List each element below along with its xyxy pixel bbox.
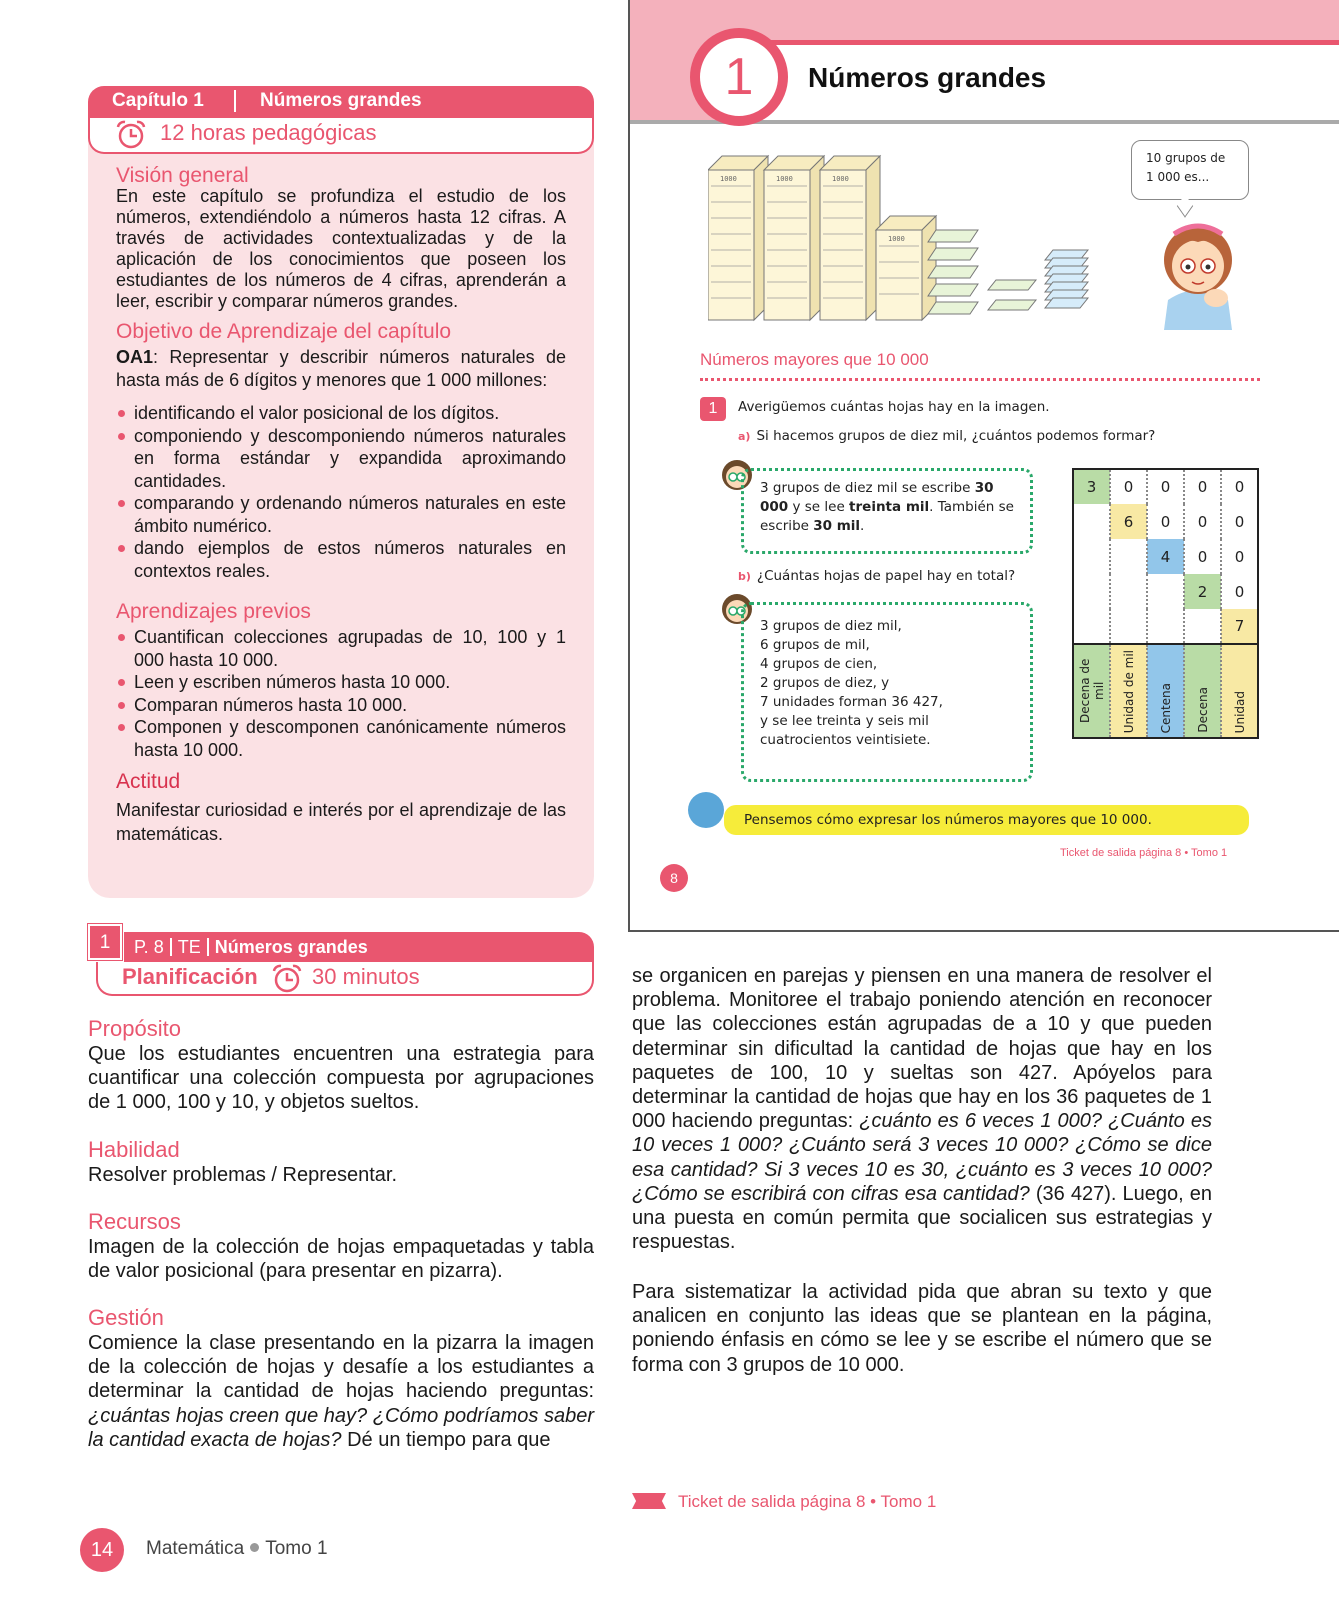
table-cell <box>1073 504 1110 539</box>
systematize-text: Para sistematizar la actividad pida que abran su texto y que analicen en conjunto las ideas que se plantean en la página, poniendo énfasis en cómo se lee y se escribe el número que se forma con 3 grupos de 10 000. <box>632 1281 1212 1376</box>
objective-description: : Representar y describir números naturales de hasta más de 6 dígitos y menores que 1 000 millones: <box>116 347 566 390</box>
planning-number: 1 <box>88 924 122 960</box>
table-cell <box>1110 609 1147 644</box>
answer-a-text: . También se escribe <box>760 499 1014 534</box>
page-title: Números grandes <box>808 62 1047 93</box>
answer-b-line: 6 grupos de mil, <box>760 637 870 653</box>
section-title: Números mayores que 10 000 <box>700 350 929 369</box>
header-divider <box>207 938 209 956</box>
student-page <box>630 0 1339 930</box>
girl-character-illustration <box>1148 210 1248 330</box>
table-cell <box>1110 574 1147 609</box>
answer-a-text: . <box>860 518 865 534</box>
footer-separator <box>250 1543 259 1552</box>
resources-text: Imagen de la colección de hojas empaquetadas y tabla de valor posicional (para presentar en pizarra). <box>88 1236 594 1283</box>
chapter-label: Capítulo 1 <box>112 90 204 111</box>
table-cell <box>1147 609 1184 644</box>
answer-b-line: 2 grupos de diez, y <box>760 675 890 691</box>
table-cell: 0 <box>1147 469 1184 504</box>
purpose-text: Que los estudiantes encuentren una estrategia para cuantificar una colección compuesta por agrupaciones de 1 000, 100 y 10, y objetos sueltos. <box>88 1043 594 1114</box>
purpose-heading: Propósito <box>88 1016 181 1041</box>
table-row <box>1073 609 1258 644</box>
speech-bubble: 10 grupos de 1 000 es... <box>1131 140 1249 200</box>
hours-bar <box>88 118 594 154</box>
alarm-clock-icon <box>114 120 148 150</box>
table-cell <box>1073 539 1110 574</box>
bundle-label: 1000 <box>720 175 737 183</box>
table-cell: 0 <box>1184 469 1221 504</box>
chapter-header <box>88 86 594 118</box>
sub-question-letter: a) <box>738 430 751 443</box>
planning-title: Números grandes <box>214 937 368 957</box>
planning-label: Planificación <box>122 964 258 989</box>
footer-page-number: 14 <box>80 1528 124 1572</box>
list-item: Cuantifican colecciones agrupadas de 10, 100 y 1 000 hasta 10 000. <box>116 626 566 671</box>
table-cell <box>1110 539 1147 574</box>
answer-b-line: cuatrocientos veintisiete. <box>760 732 931 748</box>
objective-list <box>116 402 566 582</box>
objective-heading: Objetivo de Aprendizaje del capítulo <box>116 320 452 343</box>
management-text <box>88 1331 594 1452</box>
table-cell: 0 <box>1221 574 1258 609</box>
table-cell: 7 <box>1221 609 1258 644</box>
chapter-number-badge: 1 <box>690 28 788 126</box>
column-label <box>1221 644 1258 738</box>
objective-code: OA1 <box>116 347 154 367</box>
management-continued <box>632 964 1212 1254</box>
table-row <box>1073 574 1258 609</box>
column-label <box>1073 644 1110 738</box>
sub-question-b <box>738 568 1015 584</box>
ticket-reference <box>632 1492 936 1512</box>
table-cell <box>1073 574 1110 609</box>
previous-heading: Aprendizajes previos <box>116 600 311 623</box>
student-page-number: 8 <box>660 864 688 892</box>
table-cell: 0 <box>1147 504 1184 539</box>
attitude-text: Manifestar curiosidad e interés por el aprendizaje de las matemáticas. <box>116 800 566 844</box>
attitude-heading: Actitud <box>116 770 181 793</box>
table-cell <box>1073 609 1110 644</box>
column-label-text: Decena <box>1195 687 1210 733</box>
answer-b-line: 3 grupos de diez mil, <box>760 618 902 634</box>
sub-question-text: ¿Cuántas hojas de papel hay en total? <box>756 568 1016 584</box>
table-cell: 0 <box>1221 469 1258 504</box>
sub-question-a <box>738 428 1155 444</box>
paper-bundles-illustration <box>708 150 1098 330</box>
list-item: Componen y descomponen canónicamente números hasta 10 000. <box>116 716 566 761</box>
alarm-clock-icon <box>270 964 304 994</box>
vision-heading: Visión general <box>116 164 249 187</box>
previous-list <box>116 626 566 761</box>
list-item: identificando el valor posicional de los dígitos. <box>116 402 566 425</box>
planning-header <box>124 932 594 962</box>
section-divider <box>700 378 1260 381</box>
skill-text: Resolver problemas / Representar. <box>88 1164 398 1186</box>
te-label: TE <box>177 937 201 957</box>
table-cell: 6 <box>1110 504 1147 539</box>
table-cell <box>1184 609 1221 644</box>
column-label-text: Centena <box>1158 682 1173 733</box>
bundle-label: 1000 <box>888 235 905 243</box>
sub-question-text: Si hacemos grupos de diez mil, ¿cuántos podemos formar? <box>756 428 1156 444</box>
answer-a-text: y se lee <box>788 499 850 515</box>
table-cell: 0 <box>1184 539 1221 574</box>
list-item: dando ejemplos de estos números naturales en contextos reales. <box>116 537 566 582</box>
management-questions: ¿cuánto es 6 veces 1 000? ¿Cuánto es 10 veces 1 000? ¿Cuánto será 3 veces 10 000? ¿Cómo se dice esa cantidad? Si 3 veces 10 es 30, ¿cuánto es 3 veces 10 000? ¿Cómo se escribirá con cifras esa cantidad? <box>632 1110 1212 1205</box>
table-cell: 4 <box>1147 539 1184 574</box>
footer-text <box>146 1538 328 1560</box>
table-cell: 0 <box>1221 539 1258 574</box>
page-ref: P. 8 <box>134 937 164 957</box>
answer-a-text: 3 grupos de diez mil se escribe <box>760 480 975 496</box>
list-item: Leen y escriben números hasta 10 000. <box>116 671 566 694</box>
answer-b-line: 4 grupos de cien, <box>760 656 878 672</box>
table-row <box>1073 539 1258 574</box>
chapter-hours: 12 horas pedagógicas <box>160 120 377 145</box>
answer-box-b <box>741 602 1033 782</box>
management-text-part: Comience la clase presentando en la pizarra la imagen de la colección de hojas y desafíe a los estudiantes a determinar la cantidad de hojas haciendo preguntas: <box>88 1332 594 1403</box>
resources-heading: Recursos <box>88 1209 181 1234</box>
table-cell: 0 <box>1110 469 1147 504</box>
table-cell: 0 <box>1221 504 1258 539</box>
ticket-icon <box>632 1493 666 1509</box>
place-value-table <box>1072 468 1259 739</box>
answer-b-line: y se lee treinta y seis mil <box>760 713 929 729</box>
column-label <box>1147 644 1184 738</box>
column-label-text: Unidad de mil <box>1121 649 1136 733</box>
vision-text: En este capítulo se profundiza el estudio de los números, extendiéndolo a números hasta 12 cifras. A través de actividades contextualizadas y de la aplicación de los conocimientos que poseen los estudiantes de los números de 4 cifras, aprenderán a leer, escribir y comparar números grandes. <box>116 186 566 311</box>
bundle-label: 1000 <box>776 175 793 183</box>
ticket-text: Ticket de salida página 8 • Tomo 1 <box>678 1492 937 1511</box>
table-cell: 0 <box>1184 504 1221 539</box>
sub-question-letter: b) <box>738 570 751 583</box>
management-questions: ¿cuántas hojas creen que hay? ¿Cómo podríamos saber la cantidad exacta de hojas? <box>88 1404 594 1451</box>
table-cell: 3 <box>1073 469 1110 504</box>
table-row <box>1073 504 1258 539</box>
answer-box-a <box>741 468 1033 554</box>
planning-time: 30 minutos <box>312 964 420 989</box>
question-number: 1 <box>700 397 726 421</box>
list-item: Comparan números hasta 10 000. <box>116 694 566 717</box>
column-label <box>1110 644 1147 738</box>
management-text-part: (36 427). Luego, en una puesta en común permita que socialicen sus estrategias y respuestas. <box>632 1182 1212 1254</box>
bundle-label: 1000 <box>832 175 849 183</box>
answer-a-short: 30 mil <box>813 518 861 534</box>
management-heading: Gestión <box>88 1305 164 1330</box>
planning-bar <box>96 962 594 996</box>
table-cell: 2 <box>1184 574 1221 609</box>
answer-b-line: 7 unidades forman 36 427, <box>760 694 943 710</box>
management-text-part: se organicen en parejas y piensen en una manera de resolver el problema. Monitoree el trabajo poniendo atención en reconocer que las colecciones están agrupadas de a 10 y que pueden determinar sin dificultad la cantidad de hojas que hay en los paquetes de 100, 10 y sueltas son 427. Apóyelos para determinar la cantidad de hojas que hay en los 36 paquetes de 1 000 haciendo preguntas: <box>632 965 1212 1133</box>
chapter-title: Números grandes <box>260 90 422 111</box>
footer-volume: Tomo 1 <box>265 1538 328 1559</box>
ticket-reference-small: Ticket de salida página 8 • Tomo 1 <box>1060 847 1228 859</box>
list-item: comparando y ordenando números naturales en este ámbito numérico. <box>116 492 566 537</box>
question-text: Averigüemos cuántas hojas hay en la imagen. <box>738 399 1050 415</box>
pencil-icon <box>688 792 724 828</box>
skill-heading: Habilidad <box>88 1137 180 1162</box>
column-label-text: Decena de mil <box>1077 658 1106 724</box>
footer-subject: Matemática <box>146 1538 245 1559</box>
header-divider <box>234 90 236 112</box>
think-banner: Pensemos cómo expresar los números mayores que 10 000. <box>724 805 1249 835</box>
table-row <box>1073 469 1258 504</box>
column-label <box>1184 644 1221 738</box>
header-divider <box>170 938 172 956</box>
table-label-row <box>1073 644 1258 738</box>
list-item: componiendo y descomponiendo números naturales en forma estándar y expandida aproximando cantidades. <box>116 425 566 493</box>
answer-a-number: 30 000 <box>760 480 994 515</box>
management-text-part: Dé un tiempo para que <box>341 1428 551 1451</box>
objective-text <box>116 346 566 392</box>
answer-a-words: treinta mil <box>849 499 930 515</box>
table-cell <box>1147 574 1184 609</box>
column-label-text: Unidad <box>1232 690 1247 733</box>
